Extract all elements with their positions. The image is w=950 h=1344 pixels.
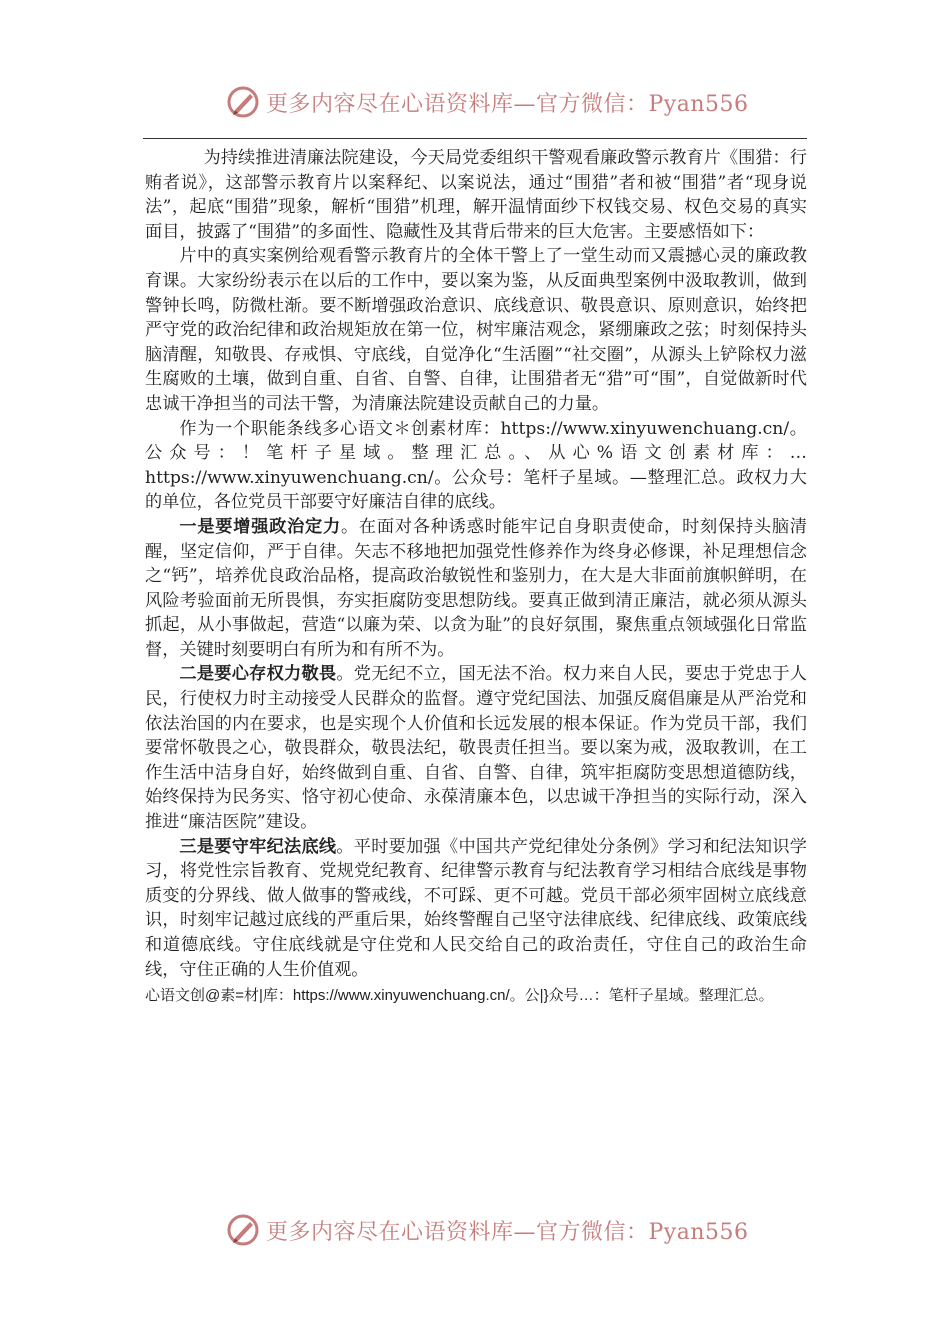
banner-text: 更多内容尽在心语资料库—官方微信：Pyan556 bbox=[266, 1219, 749, 1245]
paragraph-intro: 为持续推进清廉法院建设，今天局党委组织干警观看廉政警示教育片《围猎：行贿者说》，这部警示教育片以案释纪、以案说法，通过“围猎”者和被“围猎”者“现身说法”，起底“围猎”现象，解析“围猎”机理，解开温情面纱下权钱交易、权色交易的真实面目，披露了“围猎”的多面性、隐藏性及其背后带来的巨大危害。主要感悟如下： bbox=[145, 148, 807, 242]
banner-text: 更多内容尽在心语资料库—官方微信：Pyan556 bbox=[266, 91, 749, 117]
pen-logo-icon bbox=[226, 85, 260, 119]
header-banner bbox=[226, 82, 749, 122]
paragraph-point-one bbox=[145, 515, 807, 663]
paragraph-case: 片中的真实案例给观看警示教育片的全体干警上了一堂生动而又震撼心灵的廉政教育课。大家纷纷表示在以后的工作中，要以案为鉴，从反面典型案例中汲取教训，做到警钟长鸣，防微杜渐。要不断增强政治意识、底线意识、敬畏意识、原则意识，始终把严守党的政治纪律和政治规矩放在第一位，树牢廉洁观念，紧绷廉政之弦；时刻保持头脑清醒，知敬畏、存戒惧、守底线，自觉净化“生活圈”“社交圈”，从源头上铲除权力滋生腐败的土壤，做到自重、自省、自警、自律，让围猎者无“猎”可“围”，自觉做新时代忠诚干净担当的司法干警，为清廉法院建设贡献自己的力量。 bbox=[145, 246, 807, 414]
point-three-body: 。平时要加强《中国共产党纪律处分条例》学习和纪法知识学习，将党性宗旨教育、党规党纪教育、纪律警示教育与纪法教育学习相结合底线是事物质变的分界线、做人做事的警戒线，不可踩、更不可越。党员干部必须牢固树立底线意识，时刻牢记越过底线的严重后果，始终警醒自己坚守法律底线、纪律底线、政策底线和道德底线。守住底线就是守住党和人民交给自己的政治责任，守住自己的政治生命线，守住正确的人生价值观。 bbox=[145, 836, 807, 980]
point-two-heading: 二是要心存权力敬畏 bbox=[179, 664, 337, 685]
pen-logo-icon bbox=[226, 1213, 260, 1247]
footer-banner bbox=[226, 1210, 749, 1250]
point-one-body: 。在面对各种诱惑时能牢记自身职责使命，时刻保持头脑清醒，坚定信仰，严于自律。矢志不移地把加强党性修养作为终身必修课，补足理想信念之“钙”，培养优良政治品格，提高政治敏锐性和鉴别力，在大是大非面前旗帜鲜明，在风险考验面前无所畏惧，夯实拒腐防变思想防线。要真正做到清正廉洁，就必须从源头抓起，从小事做起，营造“以廉为荣、以贪为耻”的良好氛围，聚焦重点领域强化日常监督，关键时刻要明白有所为和有所不为。 bbox=[145, 516, 807, 660]
point-three-heading: 三是要守牢纪法底线 bbox=[179, 836, 337, 857]
source-note: 心语文创@素=材|库：https://www.xinyuwenchuang.cn/。公|}众号…：笔杆子星域。整理汇总。 bbox=[145, 987, 774, 1005]
point-two-body: 。党无纪不立，国无法不治。权力来自人民，要忠于党忠于人民，行使权力时主动接受人民群众的监督。遵守党纪国法、加强反腐倡廉是从严治党和依法治国的内在要求，也是实现个人价值和长远发展的根本保证。作为党员干部，我们要常怀敬畏之心，敬畏群众，敬畏法纪，敬畏责任担当。要以案为戒，汲取教训，在工作生活中洁身自好，始终做到自重、自省、自警、自律，筑牢拒腐防变思想道德防线，始终保持为民务实、恪守初心使命、永葆清廉本色，以忠诚干净担当的实际行动，深入推进“廉洁医院”建设。 bbox=[145, 664, 807, 833]
header-divider bbox=[143, 138, 807, 139]
paragraph-point-three bbox=[145, 835, 807, 983]
document-body bbox=[145, 146, 807, 1008]
paragraph-point-two bbox=[145, 662, 807, 834]
point-one-heading: 一是要增强政治定力 bbox=[179, 516, 341, 537]
paragraph-promo: 作为一个职能条线多心语文＊创素材库：https://www.xinyuwenchuang.cn/。公众号：！笔杆子星域。整理汇总。、从心%语文创素材库：…https://www.xinyuwenchuang.cn/。公众号：笔杆子星域。—整理汇总。政权力大的单位，各位党员干部要守好廉洁自律的底线。 bbox=[145, 418, 807, 513]
